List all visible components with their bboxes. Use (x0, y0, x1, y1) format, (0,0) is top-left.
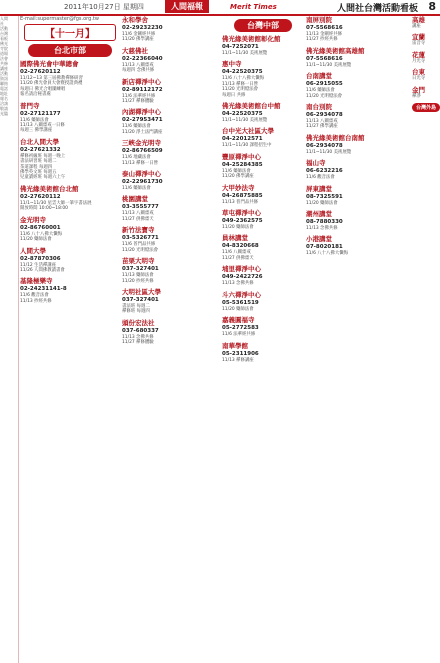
event-line: 11/1~11/30 課程招生中 (222, 143, 272, 149)
event-line: 11/13 念佛共修 (222, 281, 254, 287)
temple-listing (122, 288, 220, 315)
temple-listing (20, 277, 120, 304)
temple-name: 高雄 (412, 16, 425, 24)
temple-phone[interactable]: 04-25284385 (222, 161, 263, 168)
temple-name: 佛光緣美術館彰化館 (222, 35, 281, 43)
event-line: 11/20 藥師法會 (222, 306, 254, 312)
event-line: 每週日 共修 (222, 92, 246, 98)
temple-name: 斗六禪淨中心 (222, 290, 261, 299)
sidebar-line: 活動 (0, 71, 8, 76)
temple-name: 泰山禪淨中心 (122, 170, 161, 179)
event-line: 11/20 佛光會員大會暨授證典禮 (20, 81, 83, 87)
temple-listing (306, 134, 410, 155)
temple-phone[interactable]: 06-2934078 (306, 112, 343, 119)
temple-listing (306, 16, 410, 43)
temple-listing (306, 235, 410, 256)
temple-name: 小港講堂 (306, 235, 332, 244)
temple-phone[interactable]: 02-27621332 (20, 146, 61, 153)
event-line: 11/6 地藏法會 (122, 155, 151, 161)
event-line: 書法研習班 每週二 (20, 159, 57, 165)
temple-name: 三峽金光明寺 (122, 139, 161, 148)
temple-phone[interactable]: 02-27620112 (20, 193, 61, 200)
temple-listing (222, 234, 304, 261)
event-line: 11/20 淨土法門講座 (122, 129, 163, 135)
temple-name: 南台別院 (306, 103, 332, 112)
event-line: 茶道課程 每週四 (20, 164, 53, 170)
temple-name: 佛光緣美術館台中館 (222, 102, 281, 111)
temple-phone[interactable]: 02-87870306 (20, 255, 61, 262)
event-line: 11/13 禪修一日營 (222, 81, 259, 87)
event-line: 11/27 佛學講座 (306, 124, 338, 130)
event-line: 11/20 光明燈法會 (122, 247, 159, 253)
month-heading: 【十一月】 (24, 24, 116, 41)
temple-listing (412, 86, 440, 99)
event-line: 雷音寺 (412, 41, 426, 47)
temple-listing (222, 184, 304, 205)
temple-name: 內湖禪淨中心 (122, 108, 161, 117)
temple-listing (306, 210, 410, 231)
temple-phone[interactable]: 02-24231141-8 (20, 286, 67, 293)
temple-name: 潮州講堂 (306, 210, 332, 219)
column-entries (412, 16, 440, 99)
contact-email[interactable]: E-mail:supermaster@fgs.org.tw (20, 16, 99, 22)
temple-phone[interactable]: 02-89112172 (122, 86, 163, 93)
temple-listing (412, 16, 440, 29)
event-line: 11/27 抄經共修 (306, 37, 338, 43)
event-line: 11/6 普門品共修 (122, 242, 156, 248)
event-line: 11/20 佛學講座 (122, 37, 154, 43)
event-line: 11/6 觀音法會 (306, 175, 335, 181)
temple-phone[interactable]: 07-8020181 (306, 244, 343, 251)
temple-name: 大慈佛社 (122, 46, 148, 55)
temple-listing (222, 342, 304, 363)
temple-listing (412, 68, 440, 81)
temple-listing (306, 159, 410, 180)
temple-phone[interactable]: 04-22520375 (222, 111, 263, 118)
sidebar-line: 共修 (0, 61, 8, 66)
temple-name: 宜蘭 (412, 33, 425, 42)
temple-name: 南屏別院 (306, 16, 332, 24)
temple-name: 新店禪淨中心 (122, 77, 161, 86)
temple-phone[interactable]: 037-327401 (122, 266, 159, 273)
column-entries (20, 60, 120, 304)
event-line: 11/6 金剛經共修 (122, 32, 156, 37)
temple-phone[interactable]: 04-7252071 (222, 44, 259, 50)
event-line: 11/6 八關齋戒 (222, 250, 251, 256)
event-line: 報名請洽秘書處 (20, 92, 51, 98)
event-line: 11/12~13 第三屆佛教禪修研習 (20, 76, 83, 81)
event-line: 兒童讀經班 每週六上午 (20, 175, 66, 181)
column-entries (122, 16, 220, 346)
brand-english: Merit Times (230, 3, 277, 11)
temple-phone[interactable]: 04-8320668 (222, 243, 259, 250)
temple-listing (306, 72, 410, 99)
event-line: 11/1~11/30 美術展覽 (222, 118, 268, 124)
event-line: 禪淨 (412, 93, 421, 99)
temple-phone[interactable]: 049-2362575 (222, 218, 263, 225)
sidebar-line: 電話 (0, 86, 8, 91)
column-taipei (20, 16, 120, 661)
temple-listing (222, 209, 304, 230)
temple-phone[interactable]: 03-3555777 (122, 204, 159, 211)
temple-listing (20, 247, 120, 274)
event-line: 11/1~11/30 美術展覽 (306, 62, 352, 68)
temple-name: 大甲妙法寺 (222, 183, 255, 192)
sidebar-line: 資訊 (0, 76, 8, 81)
temple-name: 佛光緣美術館高雄館 (306, 46, 365, 55)
temple-name: 永和學舍 (122, 16, 148, 24)
sidebar-line: 人間 (0, 16, 8, 21)
temple-phone[interactable]: 02-27620112 (20, 69, 61, 75)
sidebar-line: 地址 (0, 91, 8, 96)
temple-name: 佛光緣美術館台北館 (20, 184, 79, 193)
event-line: 11/20 光明燈法會 (306, 93, 343, 99)
page-header (0, 0, 440, 16)
temple-listing (222, 265, 304, 286)
temple-listing (20, 138, 120, 181)
temple-phone[interactable]: 08-7880330 (306, 219, 343, 226)
event-line: 11/13 八關齋戒 (122, 211, 154, 217)
temple-name: 台南講堂 (306, 72, 332, 81)
event-line: 每週四 念佛共修 (122, 68, 155, 74)
temple-listing (122, 257, 220, 284)
temple-phone[interactable]: 06-2934078 (306, 142, 343, 149)
event-line: 11/13 禪修一日營 (122, 160, 159, 166)
event-line: 11/26 人間佛教讀書會 (20, 267, 65, 273)
event-line: 佛學英文班 每週五 (20, 170, 57, 176)
temple-listing (20, 216, 120, 243)
event-line: 11/13 抄經共修 (20, 298, 52, 304)
temple-phone[interactable]: 06-6232216 (306, 168, 343, 175)
event-line: 11/27 供佛齋天 (122, 216, 154, 222)
column-entries (222, 35, 304, 363)
sidebar-line: 道場 (0, 51, 8, 56)
event-line: 11/6 法華經共修 (222, 332, 256, 338)
event-line: 書法班 每週二 (122, 303, 150, 309)
event-line: 11/6 八十八佛大懺悔 (222, 76, 264, 82)
temple-listing (20, 185, 120, 212)
temple-name: 豐原禪淨中心 (222, 152, 261, 161)
event-line: 講座 (412, 24, 421, 29)
temple-phone[interactable]: 04-26875885 (222, 192, 263, 199)
event-line: 11/13 念佛共修 (306, 226, 338, 232)
temple-listing (122, 319, 220, 346)
temple-phone[interactable]: 037-327401 (122, 296, 159, 303)
temple-listing (122, 47, 220, 74)
temple-name: 人間大學 (20, 246, 46, 255)
event-line: 禪修初級班 每週一晚上 (20, 153, 66, 159)
event-line: 11/27 禪修體驗 (122, 340, 154, 346)
event-line: 11/20 藥師法會 (222, 225, 254, 231)
temple-listing (306, 47, 410, 68)
temple-name: 台東 (412, 68, 425, 77)
temple-listing (222, 102, 304, 123)
left-margin-strip (0, 16, 19, 663)
sidebar-line: 活動 (0, 26, 8, 31)
page-title: 人間社台灣活動看板 (336, 4, 418, 14)
event-line: 日光寺 (412, 76, 426, 82)
column-central (222, 16, 304, 661)
temple-phone[interactable]: 05-2311906 (222, 350, 259, 357)
column-north (122, 16, 220, 661)
temple-phone[interactable]: 07-5568616 (306, 25, 343, 31)
event-line: 11/20 佛學講座 (222, 174, 254, 180)
event-line: 11/20 藥師法會 (306, 200, 338, 206)
temple-listing (122, 78, 220, 105)
temple-name: 苗栗大明寺 (122, 257, 155, 266)
event-line: 11/13 普門品共修 (222, 199, 259, 205)
sidebar-line: 看板 (0, 36, 8, 41)
event-line: 每週日 佛光合唱團練唱 (20, 86, 66, 92)
temple-listing (222, 127, 304, 148)
temple-name: 國際佛光會中華總會 (20, 60, 79, 68)
event-line: 11/6 藥師法會 (122, 124, 151, 130)
event-line: 11/13 八關齋戒 (122, 62, 154, 68)
column-entries (306, 16, 410, 257)
sidebar-line: 光臨 (0, 111, 8, 116)
temple-name: 台中光大社區大學 (222, 127, 274, 136)
temple-phone[interactable]: 02-22961730 (122, 179, 163, 186)
temple-name: 草屯禪淨中心 (222, 209, 261, 218)
event-line: 11/6 觀音法會 (20, 293, 49, 299)
temple-listing (20, 102, 120, 134)
temple-phone[interactable]: 05-5361519 (222, 299, 259, 306)
temple-phone[interactable]: 05-2772583 (222, 325, 259, 332)
event-line: 11/13 八關齋戒 (306, 119, 338, 125)
temple-phone[interactable]: 04-22520375 (222, 69, 263, 76)
temple-listing (222, 291, 304, 312)
event-line: 11/6 藥師法會 (122, 186, 151, 192)
sidebar-line: 寺院 (0, 46, 8, 51)
temple-name: 普門寺 (20, 101, 40, 110)
temple-listing (20, 60, 120, 98)
temple-name: 金光明寺 (20, 215, 46, 224)
temple-phone[interactable]: 049-2422726 (222, 274, 263, 281)
event-line: 11/6 藥師法會 (306, 88, 335, 94)
event-line: 11/27 供佛齋天 (222, 255, 254, 261)
event-line: 11/13 禪修講座 (222, 357, 254, 363)
temple-name: 埔里禪淨中心 (222, 265, 261, 274)
sidebar-line: 敬請 (0, 106, 8, 111)
sidebar-line: 洽詢 (0, 101, 8, 106)
temple-listing (222, 35, 304, 56)
temple-name: 佛光緣美術館台南館 (306, 133, 365, 142)
event-line: 11/12 生活禪講座 (20, 262, 57, 268)
region-banner-central: 台灣中部 (234, 19, 292, 32)
temple-name: 台北人間大學 (20, 137, 59, 146)
temple-name: 南華學館 (222, 341, 248, 350)
event-line: 11/20 抄經共修 (122, 278, 154, 284)
sidebar-line: 社 (0, 21, 4, 26)
issue-date: 2011年10月27日 星期四 (64, 3, 144, 11)
event-line: 11/20 光明燈法會 (222, 87, 259, 93)
temple-listing (306, 185, 410, 206)
column-east-islands (412, 16, 440, 661)
event-line: 11/6 法華經共修 (122, 93, 156, 99)
temple-name: 惠中寺 (222, 60, 242, 69)
temple-listing (412, 51, 440, 64)
page-number: 8 (428, 0, 436, 13)
temple-listing (222, 60, 304, 98)
temple-phone[interactable]: 03-5326771 (122, 235, 159, 242)
sidebar-line: 台灣 (0, 31, 8, 36)
temple-name: 員林講堂 (222, 234, 248, 243)
temple-listing (122, 139, 220, 166)
temple-listing (122, 195, 220, 222)
temple-listing (412, 33, 440, 46)
event-line: 11/13 藥師法會 (122, 273, 154, 279)
temple-phone[interactable]: 02-22366040 (122, 55, 163, 62)
temple-phone[interactable]: 06-2915055 (306, 81, 343, 88)
temple-name: 福山寺 (306, 159, 326, 168)
temple-phone[interactable]: 037-680337 (122, 327, 159, 334)
temple-phone[interactable]: 02-27953471 (122, 117, 163, 124)
column-south (306, 16, 410, 661)
temple-name: 屏東講堂 (306, 184, 332, 193)
temple-name: 基隆極樂寺 (20, 277, 53, 286)
event-line: 11/13 金剛經共修 (306, 32, 343, 37)
temple-name: 桃園講堂 (122, 195, 148, 204)
temple-listing (306, 103, 410, 130)
temple-name: 大明社區大學 (122, 287, 161, 296)
event-line: 11/1~11/30 美術展覽 (306, 149, 352, 155)
sidebar-line: 法會 (0, 56, 8, 61)
temple-phone[interactable]: 08-7325591 (306, 193, 343, 200)
event-line: 11/27 禪修體驗 (122, 99, 154, 105)
temple-name: 頭份宏法社 (122, 318, 155, 327)
temple-listing (222, 153, 304, 180)
event-line: 11/13 念佛共修 (122, 334, 154, 340)
temple-name: 新竹法寶寺 (122, 226, 155, 235)
event-line: 11/6 八十八佛大懺悔 (306, 251, 348, 257)
event-line: 11/20 藥師法會 (20, 237, 52, 243)
temple-listing (222, 316, 304, 337)
temple-listing (122, 108, 220, 135)
temple-name: 花蓮 (412, 50, 425, 59)
event-line: 禪修班 每週四 (122, 309, 150, 315)
event-line: 11/13 八關齋戒一日修 (20, 123, 65, 129)
event-line: 開放時間 10:00~18:00 (20, 206, 68, 212)
temple-name: 嘉義圓福寺 (222, 316, 255, 325)
temple-phone[interactable]: 02-86766509 (122, 148, 163, 155)
temple-listing (122, 226, 220, 253)
region-banner-islands: 台灣外島 (412, 103, 440, 112)
temple-phone[interactable]: 02-29232230 (122, 25, 163, 31)
sidebar-line: 佛光 (0, 41, 8, 46)
temple-phone[interactable]: 02-27121177 (20, 110, 61, 117)
brand-logo: 人間福報 (165, 0, 209, 13)
sidebar-line: 講座 (0, 66, 8, 71)
sidebar-line: 聯絡 (0, 81, 8, 86)
temple-listing (122, 170, 220, 191)
event-line: 月光寺 (412, 58, 426, 64)
event-line: 11/1~11/30 美術展覽 (222, 51, 268, 56)
temple-listing (122, 16, 220, 43)
event-line: 每週三 佛學講座 (20, 128, 53, 134)
event-line: 11/6 藥師法會 (222, 168, 251, 174)
sidebar-line: 報名 (0, 96, 8, 101)
temple-name: 金門 (412, 85, 425, 94)
event-line: 11/1~11/30 星雲大師一筆字書法展 (20, 200, 92, 206)
temple-phone[interactable]: 07-5568616 (306, 55, 343, 62)
event-line: 11/6 八十八佛大懺悔 (20, 231, 62, 237)
event-line: 11/6 藥師法會 (20, 117, 49, 123)
region-banner-taipei: 台北市部 (28, 44, 112, 57)
temple-phone[interactable]: 02-86760001 (20, 224, 61, 231)
temple-phone[interactable]: 04-22012571 (222, 136, 263, 143)
